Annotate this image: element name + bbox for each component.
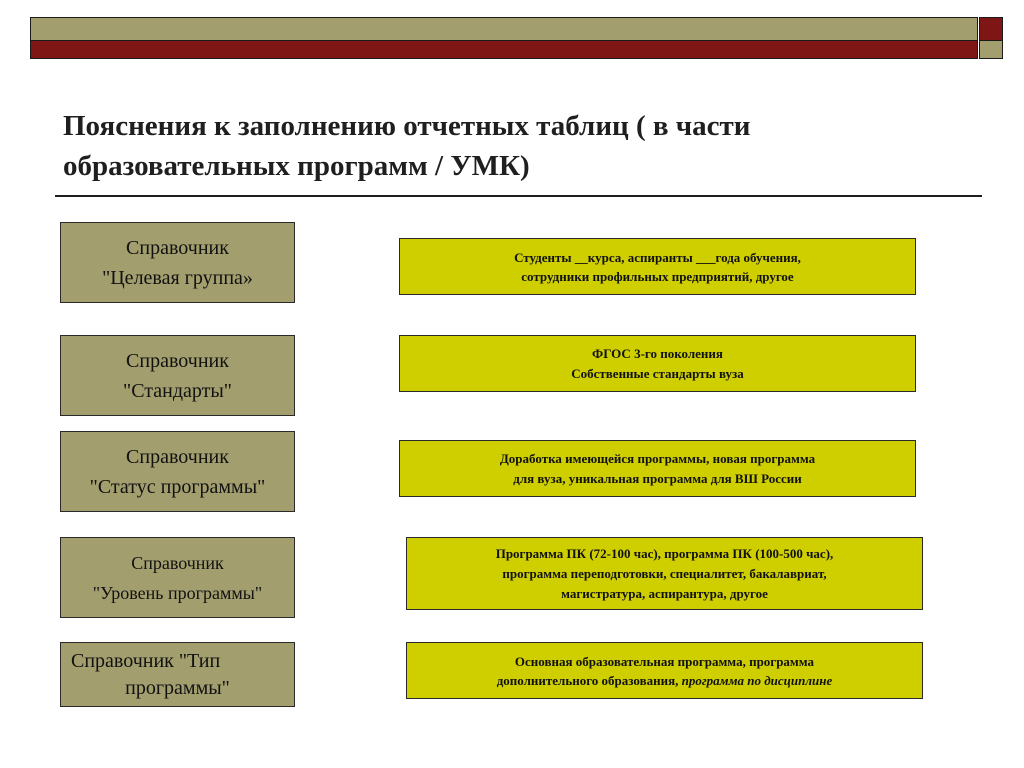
description-program-status [399,440,916,497]
description-line: Студенты __курса, аспиранты ___года обучения, [514,249,801,265]
description-program-level [406,537,923,610]
reference-program-level [60,537,295,618]
reference-label: Справочник [131,552,224,573]
description-standards [399,335,916,392]
corner-square-olive [979,40,1003,59]
corner-square-red [979,17,1003,41]
reference-program-status [60,431,295,512]
description-line-mixed [497,671,833,690]
description-italic-text: программа по дисциплине [681,672,833,688]
slide-title-line-1: Пояснения к заполнению отчетных таблиц ( в части [63,110,751,142]
description-line: сотрудники профильных предприятий, другое [521,268,794,284]
reference-name: "Целевая группа» [102,266,253,289]
title-underline [55,195,982,197]
reference-name: "Уровень программы" [92,582,263,603]
reference-target-group [60,222,295,303]
description-line: Доработка имеющейся программы, новая программа [499,450,816,466]
description-target-group [399,238,916,295]
description-program-type [406,642,923,699]
description-line: программа переподготовки, специалитет, бакалавриат, [502,565,827,581]
slide-title [63,106,963,186]
header-bar-olive [30,17,978,41]
reference-name: программы" [125,676,230,699]
description-line: Основная образовательная программа, программа [514,653,815,669]
description-line: магистратура, аспирантура, другое [561,585,768,601]
reference-name: "Стандарты" [123,379,232,402]
reference-program-type [60,642,295,707]
header-bar-red [30,40,978,59]
description-line: для вуза, уникальная программа для ВШ России [513,470,802,486]
reference-label: Справочник [126,349,229,372]
reference-label: Справочник [126,236,229,259]
reference-standards [60,335,295,416]
reference-name: "Статус программы" [89,475,266,498]
description-text: дополнительного образования, [496,672,682,688]
description-line: Программа ПК (72-100 час), программа ПК (100-500 час), [495,545,834,561]
slide-title-line-2: образовательных программ / УМК) [63,150,530,182]
description-line: ФГОС 3-го поколения [592,345,723,361]
reference-label: Справочник [126,445,229,468]
reference-label: Справочник "Тип [71,649,221,672]
description-line: Собственные стандарты вуза [571,365,744,381]
